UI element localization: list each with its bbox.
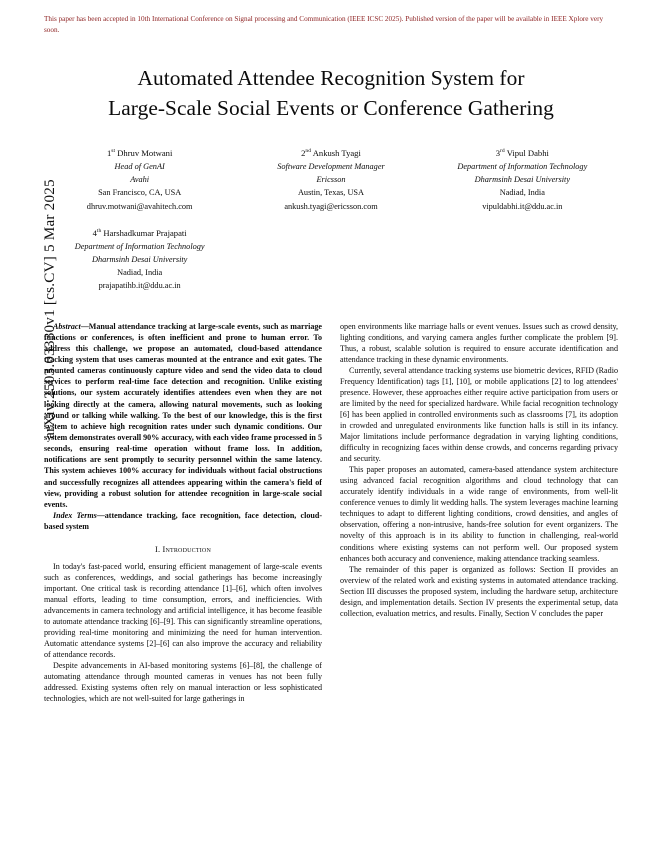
- author-role-2: Software Development Manager: [277, 162, 385, 172]
- index-terms-dash: —: [96, 510, 105, 520]
- abstract-dash: —: [80, 321, 89, 331]
- author-ordinal-2: 2: [301, 147, 306, 158]
- author-org-2: Ericsson: [316, 175, 346, 185]
- abstract-text: Manual attendance tracking at large-scale events, such as marriage functions or conferences, is often inefficient and prone to human error. To address this challenge, we propose an automated, cloud-based attendance tracking system that uses cameras mounted at the entrance and exit gates. The mounted cameras continuously capture video and send the video data to cloud services to perform real-time face detection and recognition. Unlike existing solutions, our system accurately identifies attendees even when they are not looking directly at the camera, allowing natural movements, such as looking around or talking while walking. To the best of our knowledge, this is the first system to achieve high recognition rates under such dynamic conditions. Our system demonstrates overall 90% accuracy, with each video frame processed in 5 seconds, ensuring real-time operation without frame loss. In addition, notifications are sent promptly to security personnel within the same latency. This system achieves 100% accuracy for individuals without facial obstructions and successfully recognizes all attendees appearing within the camera's field of view, providing a robust solution for attendee recognition in large-scale social events.: [44, 321, 322, 509]
- author-ordinal-suffix-2: nd: [305, 147, 311, 154]
- right-paragraph-2: Currently, several attendance tracking systems use biometric devices, RFID (Radio Frequency Identification) tags [1], [10], or mobile applications [2] to log attendees' presence. However, these approaches either require active participation from users or are limited by the need for specialized hardware. While facial recognition technology [6] has been applied in controlled environments such as classrooms [7], its adoption in crowded and unregulated environments like function halls is still in its infancy. Major limitations include performance degradation in varying lighting conditions, difficulty in recognizing faces within dense crowds, and concerns regarding privacy and security.: [340, 365, 618, 464]
- author-fullname-1: Dhruv Motwani: [117, 147, 173, 158]
- left-paragraph-1: In today's fast-paced world, ensuring efficient management of large-scale events such as conferences, weddings, and social gatherings has become increasingly important. One critical task is recording attendance [1]–[6], which often involves manual efforts, leading to time consumption, errors, and inefficiencies. With advancements in camera technology and artificial intelligence, it has become feasible to automate attendance tracking [6]–[9]. This can significantly streamline operations, providing real-time monitoring and minimizing the need for human intervention. Automatic attendance systems [2]–[6] can also improve the accuracy and reliability of attendance records.: [44, 561, 322, 659]
- author-email-4[interactable]: prajapatihb.it@ddu.ac.in: [98, 281, 181, 291]
- author-ordinal-4: 4: [92, 227, 97, 238]
- left-paragraph-2: Despite advancements in AI-based monitoring systems [6]–[8], the challenge of automating attendance through mounted cameras in venues has not been fully addressed. Existing systems often rely on manual interaction or less sophisticated technologies, which are not well-suited for large gatherings in: [44, 660, 322, 704]
- author-ordinal-suffix-3: rd: [500, 147, 505, 154]
- authors-row-secondary: [44, 227, 618, 293]
- author-name-2: [235, 147, 426, 161]
- body-columns: [44, 321, 618, 705]
- author-org-4: Dharmsinh Desai University: [91, 255, 188, 265]
- abstract-paragraph: [44, 321, 322, 510]
- author-role-1: Head of GenAI: [114, 162, 165, 172]
- author-ordinal-1: 1: [107, 147, 112, 158]
- author-fullname-2: Ankush Tyagi: [312, 147, 361, 158]
- author-block-4: [44, 227, 235, 293]
- title-line-2: Large-Scale Social Events or Conference Gathering: [108, 96, 554, 121]
- author-block-2: [235, 147, 426, 213]
- left-column: [44, 321, 322, 705]
- author-ordinal-3: 3: [495, 147, 501, 158]
- authors-row-primary: [44, 147, 618, 213]
- index-terms-paragraph: [44, 510, 322, 532]
- index-terms-label: Index Terms: [53, 510, 97, 520]
- author-org-3: Dharmsinh Desai University: [474, 175, 571, 185]
- title-line-1: Automated Attendee Recognition System for: [137, 65, 525, 90]
- page-title: [44, 63, 618, 124]
- author-city-3: Nadiad, India: [499, 188, 545, 198]
- author-email-1[interactable]: dhruv.motwani@avahitech.com: [86, 201, 193, 211]
- authors-row-spacer: [235, 227, 618, 293]
- right-paragraph-3: This paper proposes an automated, camera-based attendance system architecture using advanced facial recognition algorithms and cloud technology that can accurately identify individuals in a wide range of environments, from well-lit conference venues to dimly lit wedding halls. The system leverages machine learning techniques to adapt to different lighting conditions, crowd densities, and angles of observation, offering a non-intrusive, hands-free solution for event organizers. The novelty of this approach is in its ability to function in challenging, real-world conditions where existing systems can not perform well. Our proposed system enhances both accuracy and convenience, making attendance tracking seamless.: [340, 465, 618, 563]
- author-ordinal-suffix-1: st: [111, 147, 116, 154]
- author-city-1: San Francisco, CA, USA: [98, 188, 182, 198]
- author-fullname-4: Harshadkumar Prajapati: [103, 227, 187, 238]
- abstract-label: Abstract: [53, 321, 81, 331]
- author-name-3: [427, 147, 618, 161]
- right-paragraph-1: open environments like marriage halls or event venues. Issues such as crowd density, lighting conditions, and varying camera angles further complicate the problem [9]. Thus, a robust, scalable solution is required to ensure accurate identification and attendance tracking in these dynamic environments.: [340, 321, 618, 364]
- author-ordinal-suffix-4: th: [96, 227, 102, 234]
- acceptance-note: This paper has been accepted in 10th International Conference on Signal processing and Communication (IEEE ICSC 2025). Published version of the paper will be available in IEEE Xplore very soon.: [44, 15, 604, 34]
- author-city-2: Austin, Texas, USA: [297, 188, 365, 198]
- author-name-1: [44, 147, 235, 161]
- author-email-2[interactable]: ankush.tyagi@ericsson.com: [284, 201, 378, 211]
- author-city-4: Nadiad, India: [117, 268, 163, 278]
- paper-page: [44, 0, 618, 841]
- author-block-1: [44, 147, 235, 213]
- author-name-4: [44, 227, 235, 241]
- right-paragraph-4: The remainder of this paper is organized as follows: Section II provides an overview of the related work and existing systems in automated attendance tracking. Section III discusses the proposed system, including the hardware setup, architecture design, and implementation details. Section IV presents the experimental setup, data collection, evaluation metrics, and results. Finally, Section V concludes the paper: [340, 564, 618, 618]
- index-terms-text: attendance tracking, face recognition, face detection, cloud-based system: [44, 510, 322, 532]
- author-role-3: Department of Information Technology: [457, 162, 588, 172]
- right-column: [340, 321, 618, 705]
- author-org-1: Avahi: [130, 175, 150, 185]
- author-block-3: [427, 147, 618, 213]
- author-email-3[interactable]: vipuldabhi.it@ddu.ac.in: [482, 201, 563, 211]
- section-heading-introduction: I. Introduction: [154, 545, 211, 555]
- author-role-4: Department of Information Technology: [74, 242, 205, 252]
- arxiv-stamp: arXiv:2503.03330v1 [cs.CV] 5 Mar 2025: [41, 179, 58, 439]
- author-fullname-3: Vipul Dabhi: [506, 147, 549, 158]
